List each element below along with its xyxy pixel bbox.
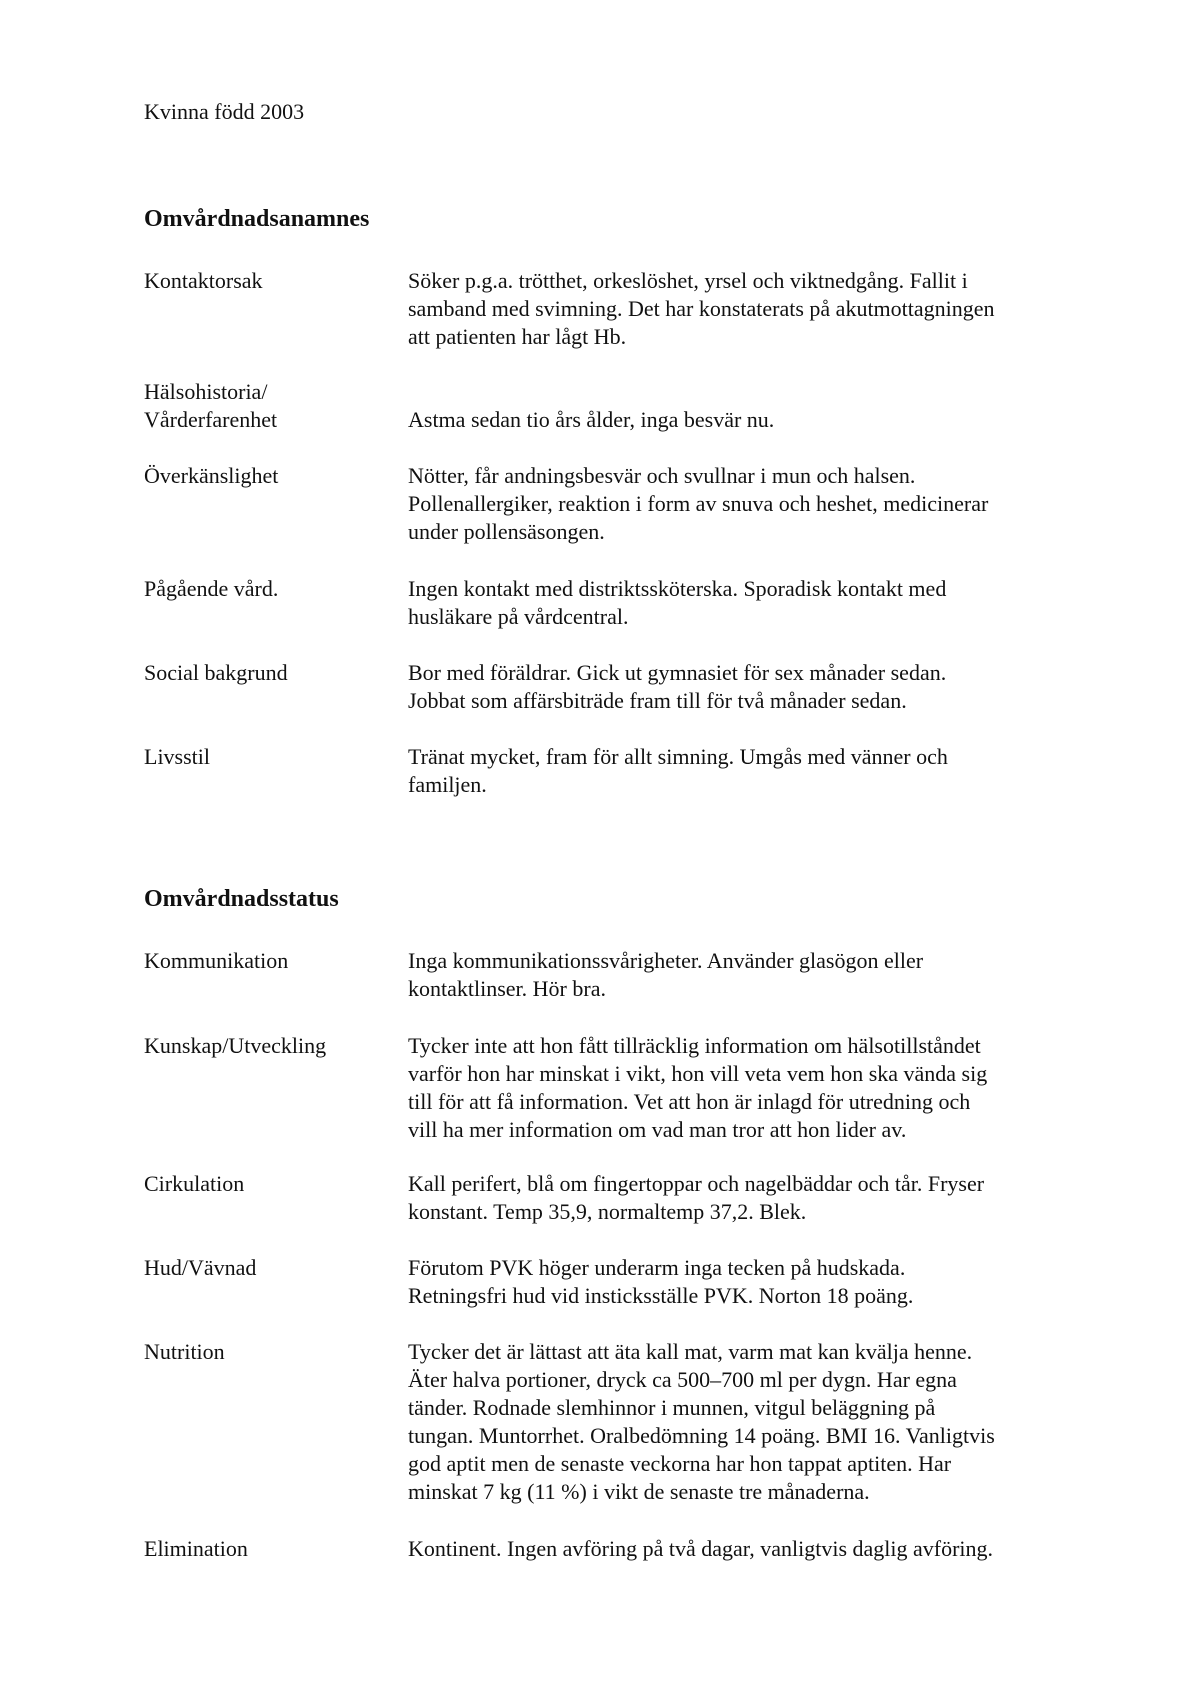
- entry-label: Pågående vård.: [144, 576, 279, 601]
- entry-value: Förutom PVK höger underarm inga tecken på hudskada. Retningsfri hud vid insticksställe PVK. Norton 18 poäng.: [408, 1255, 914, 1308]
- entry-value: Bor med föräldrar. Gick ut gymnasiet för sex månader sedan. Jobbat som affärsbiträde fram till för två månader sedan.: [408, 660, 947, 713]
- entry-label: Kunskap/Utveckling: [144, 1033, 327, 1058]
- entry-label: Hud/Vävnad: [144, 1255, 257, 1280]
- entry-value: Astma sedan tio års ålder, inga besvär nu.: [408, 407, 775, 432]
- entry-value: Inga kommunikationssvårigheter. Använder glasögon eller kontaktlinser. Hör bra.: [408, 948, 924, 1001]
- entry-label: Social bakgrund: [144, 660, 288, 685]
- entry-value: Ingen kontakt med distriktssköterska. Sporadisk kontakt med husläkare på vårdcentral.: [408, 576, 947, 629]
- section-heading-anamnes: Omvårdnadsanamnes: [144, 206, 370, 232]
- entry-label: Cirkulation: [144, 1171, 245, 1196]
- entry-value: Kall perifert, blå om fingertoppar och nagelbäddar och tår. Fryser konstant. Temp 35,9, normaltemp 37,2. Blek.: [408, 1171, 985, 1224]
- entry-value: Tycker inte att hon fått tillräcklig information om hälsotillståndet varför hon har minskat i vikt, hon vill veta vem hon ska vända sig till för att få information. Vet att hon är inlagd för utredning och vill ha mer information om vad man tror att hon lider av.: [408, 1033, 988, 1142]
- entry-value: Söker p.g.a. trötthet, orkeslöshet, yrsel och viktnedgång. Fallit i samband med svimning. Det har konstaterats på akutmottagningen att patienten har lågt Hb.: [408, 268, 995, 349]
- entry-value: Tränat mycket, fram för allt simning. Umgås med vänner och familjen.: [408, 744, 948, 797]
- entry-value: Nötter, får andningsbesvär och svullnar i mun och halsen. Pollenallergiker, reaktion i form av snuva och heshet, medicinerar under pollensäsongen.: [408, 463, 989, 544]
- entry-label: Hälsohistoria/ Vårderfarenhet: [144, 379, 278, 432]
- entry-label: Elimination: [144, 1536, 248, 1561]
- entry-label: Kontaktorsak: [144, 268, 263, 293]
- section-heading-status: Omvårdnadsstatus: [144, 886, 339, 912]
- entry-label: Livsstil: [144, 744, 211, 769]
- entry-value: Kontinent. Ingen avföring på två dagar, vanligtvis daglig avföring.: [408, 1536, 994, 1561]
- patient-intro: Kvinna född 2003: [144, 99, 305, 124]
- entry-label: Överkänslighet: [144, 463, 279, 488]
- entry-value: Tycker det är lättast att äta kall mat, varm mat kan kvälja henne. Äter halva portioner, dryck ca 500–700 ml per dygn. Har egna tänder. Rodnade slemhinnor i munnen, vitgul beläggning på tungan. Muntorrhet. Oralbedömning 14 poäng. BMI 16. Vanligtvis god aptit men de senaste veckorna har hon tappat aptiten. Har minskat 7 kg (11 %) i vikt de senaste tre månaderna.: [408, 1339, 995, 1504]
- entry-label: Nutrition: [144, 1339, 225, 1364]
- entry-label: Kommunikation: [144, 948, 289, 973]
